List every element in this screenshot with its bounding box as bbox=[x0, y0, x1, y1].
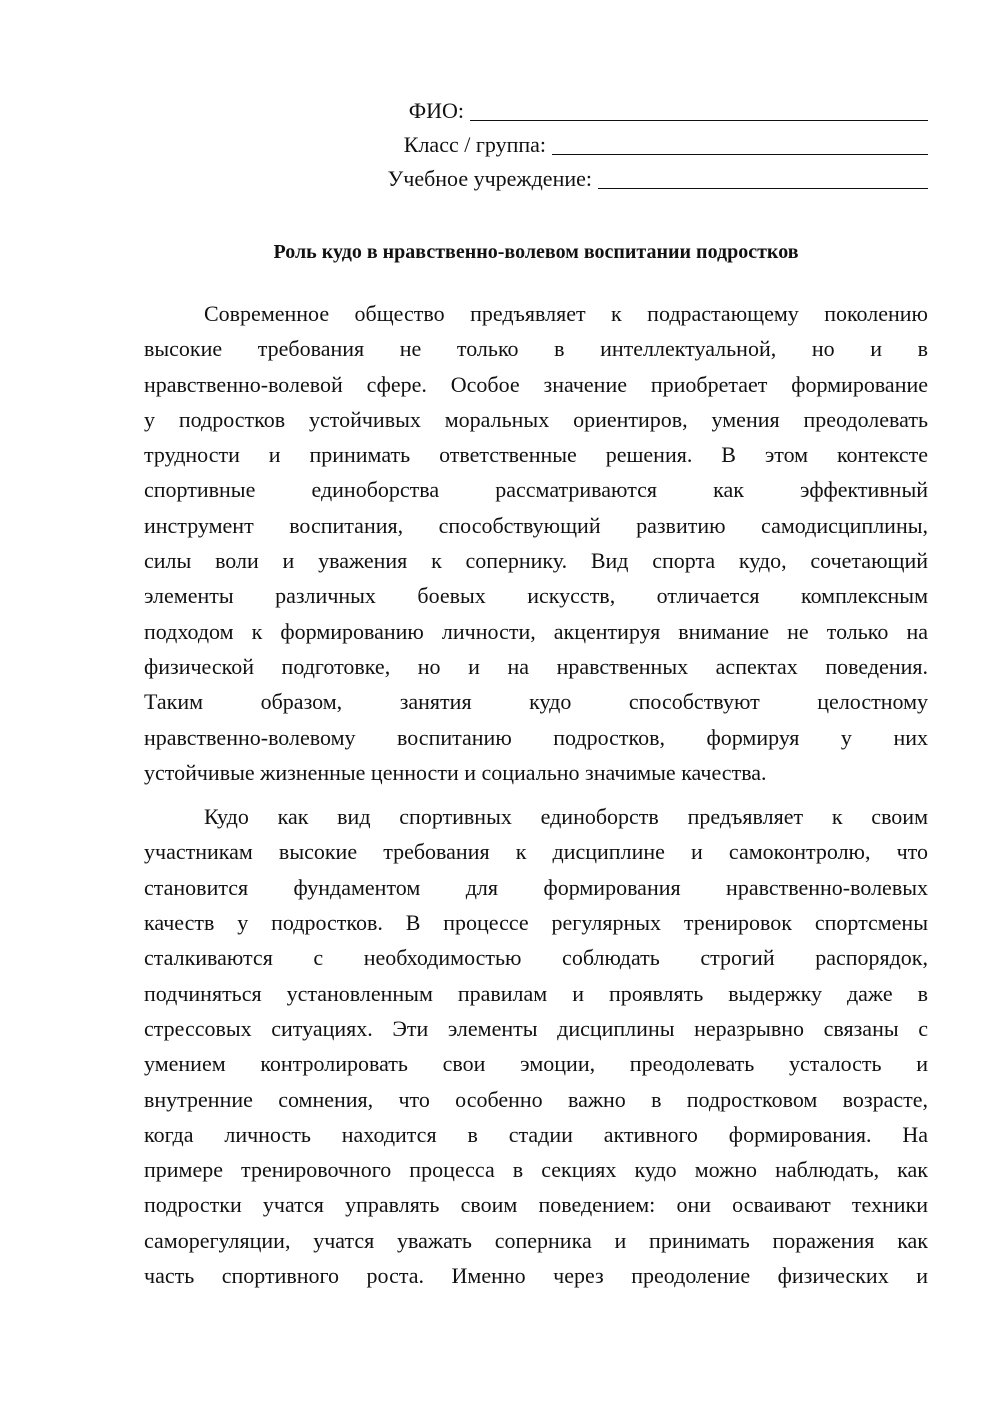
text-line: инструмент воспитания, способствующий развитию самодисциплины, bbox=[144, 512, 928, 538]
text-line: физической подготовке, но и на нравственных аспектах поведения. bbox=[144, 653, 928, 679]
fio-label: ФИО: bbox=[408, 98, 464, 123]
text-line: у подростков устойчивых моральных ориентиров, умения преодолевать bbox=[144, 406, 928, 432]
text-line: нравственно-волевой сфере. Особое значение приобретает формирование bbox=[144, 371, 928, 397]
text-line: примере тренировочного процесса в секциях кудо можно наблюдать, как bbox=[144, 1157, 928, 1183]
text-line: Таким образом, занятия кудо способствуют целостному bbox=[144, 689, 928, 715]
text-line: нравственно-волевому воспитанию подростков, формируя у них bbox=[144, 724, 928, 750]
text-line: умением контролировать свои эмоции, преодолевать усталость и bbox=[144, 1051, 928, 1077]
class-field[interactable] bbox=[404, 128, 928, 162]
school-label: Учебное учреждение: bbox=[387, 166, 592, 191]
text-line: подчиняться установленным правилам и проявлять выдержку даже в bbox=[144, 980, 928, 1006]
school-blank-line[interactable] bbox=[598, 162, 928, 189]
text-line: внутренние сомнения, что особенно важно в подростковом возрасте, bbox=[144, 1086, 928, 1112]
text-line: высокие требования не только в интеллектуальной, но и в bbox=[144, 336, 928, 362]
text-line: сталкиваются с необходимостью соблюдать строгий распорядок, bbox=[144, 945, 928, 971]
paragraph-2 bbox=[144, 799, 928, 1293]
class-blank-line[interactable] bbox=[552, 128, 928, 155]
text-line: подходом к формированию личности, акцентируя внимание не только на bbox=[144, 618, 928, 644]
text-line: подростки учатся управлять своим поведением: они осваивают техники bbox=[144, 1192, 928, 1218]
text-line: когда личность находится в стадии активного формирования. На bbox=[144, 1121, 928, 1147]
text-line: элементы различных боевых искусств, отличается комплексным bbox=[144, 583, 928, 609]
fio-blank-line[interactable] bbox=[470, 94, 928, 121]
school-field[interactable] bbox=[388, 162, 928, 196]
text-line: Современное общество предъявляет к подрастающему поколению bbox=[204, 301, 928, 326]
text-line: часть спортивного роста. Именно через преодоление физических и bbox=[144, 1263, 928, 1289]
text-line: устойчивые жизненные ценности и социально значимые качества. bbox=[144, 759, 767, 785]
text-line: трудности и принимать ответственные решения. В этом контексте bbox=[144, 442, 928, 468]
text-line: становится фундаментом для формирования нравственно-волевых bbox=[144, 874, 928, 900]
document-title: Роль кудо в нравственно-волевом воспитании подростков bbox=[273, 241, 799, 263]
text-line: силы воли и уважения к сопернику. Вид спорта кудо, сочетающий bbox=[144, 548, 928, 574]
fio-field[interactable] bbox=[409, 94, 928, 128]
student-info-fields bbox=[144, 94, 928, 196]
text-line: участникам высокие требования к дисциплине и самоконтролю, что bbox=[144, 839, 928, 865]
text-line: саморегуляции, учатся уважать соперника и принимать поражения как bbox=[144, 1227, 928, 1253]
class-label: Класс / группа: bbox=[403, 132, 546, 157]
paragraph-1 bbox=[144, 296, 928, 790]
text-line: Кудо как вид спортивных единоборств предъявляет к своим bbox=[204, 804, 928, 830]
text-line: спортивные единоборства рассматриваются как эффективный bbox=[144, 477, 928, 503]
text-line: качеств у подростков. В процессе регулярных тренировок спортсмены bbox=[144, 910, 928, 936]
text-line: стрессовых ситуациях. Эти элементы дисциплины неразрывно связаны с bbox=[144, 1015, 928, 1041]
